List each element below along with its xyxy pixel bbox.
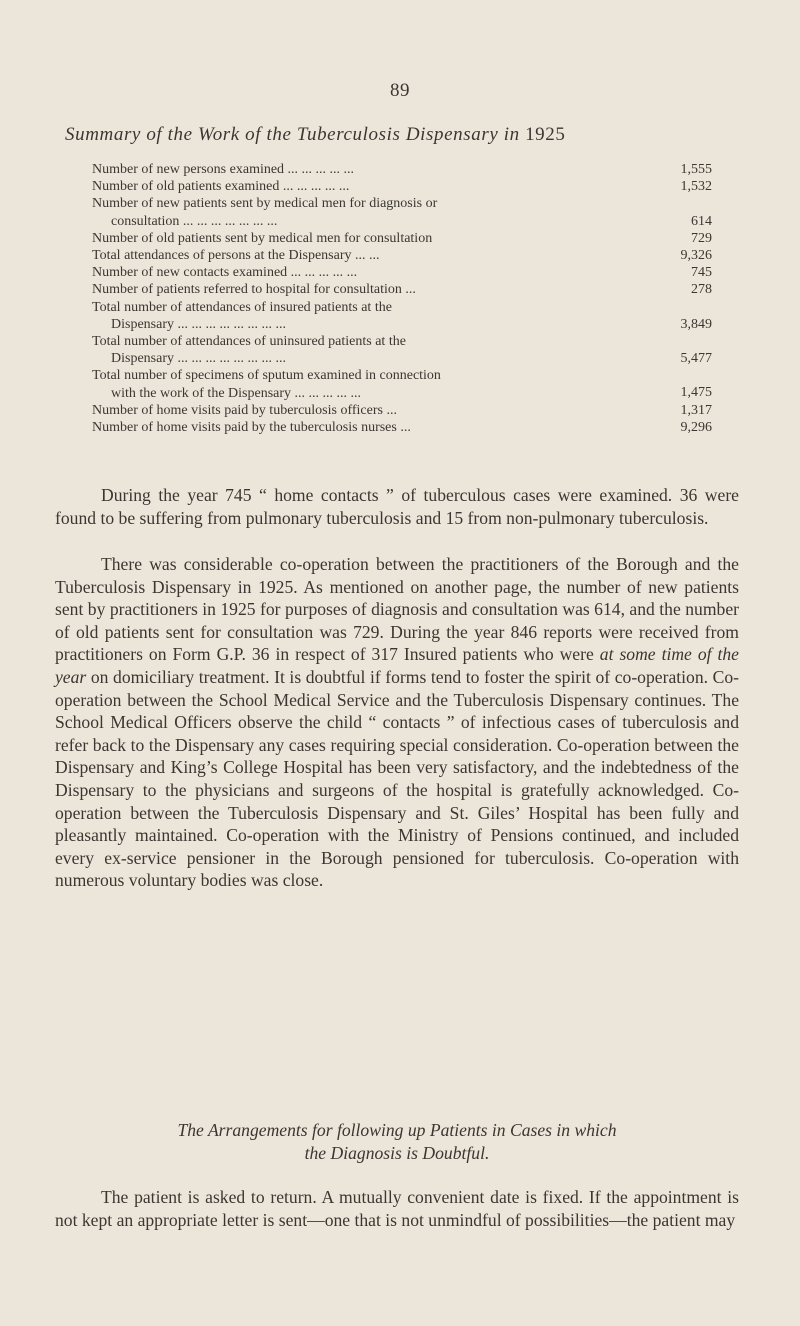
row-value: 5,477 [680,351,712,367]
table-row [92,367,712,401]
paragraph-text-part2: on domiciliary treatment. It is doubtful if forms tend to foster the spirit of co-operation. Co-operation between the School Medical Service and the Tuberculosis Dispensary continues. The School Medical Officers observe the child “ contacts ” of infectious cases of tuberculosis and refer back to the Dispensary any cases requiring special consideration. Co-operation between the Dispensary and King’s College Hospital has been very satisfactory, and the indebtedness of the Dispensary to the physicians and surgeons of the hospital is gratefully acknowledged. Co-operation between the Tuberculosis Dispensary and St. Giles’ Hospital has been fully and pleasantly maintained. Co-operation with the Ministry of Pensions continued, and included every ex-service pensioner in the Borough pensioned for tuberculosis. Co-operation with numerous voluntary bodies was close. [55,666,739,891]
paragraph-text: During the year 745 “ home contacts ” of tuberculous cases were examined. 36 were found to be suffering from pulmonary tuberculosis and 15 from non-pulmonary tuberculosis. [55,485,739,528]
row-label-line1: Total number of specimens of sputum examined in connection [92,368,441,384]
table-row [92,247,712,264]
summary-title [65,124,745,146]
row-value: 9,326 [680,247,712,263]
summary-title-year: 1925 [525,124,566,145]
section-heading-line2: the Diagnosis is Doubtful. [304,1142,490,1163]
paragraph-text: The patient is asked to return. A mutually convenient date is fixed. If the appointment is not kept an appropriate letter is sent—one that is not unmindful of possibilities—the patient may [55,1187,739,1230]
row-label: Number of new persons examined ... ... ... ... ... [92,162,355,177]
table-row [92,419,712,436]
row-value: 1,317 [680,402,712,418]
row-label: Number of home visits paid by the tuberculosis nurses ... [92,419,411,435]
row-value: 1,475 [680,385,712,401]
table-row [92,299,712,333]
row-value: 9,296 [680,419,712,435]
row-value: 614 [691,213,712,229]
row-label-line1: Number of new patients sent by medical men for diagnosis or [92,196,438,212]
row-label-line2: with the work of the Dispensary ... ... ... ... ... [111,385,362,401]
row-label-line1: Total number of attendances of uninsured patients at the [92,333,406,349]
table-row [92,333,712,367]
row-label: Number of old patients sent by medical men for consultation [92,230,433,246]
row-label-line2: Dispensary ... ... ... ... ... ... ... ... [111,316,286,332]
paragraph-text-part1: There was considerable co-operation between the practitioners of the Borough and the Tuberculosis Dispensary in 1925. As mentioned on another page, the number of new patients sent by practitioners in 1925 for purposes of diagnosis and consultation was 614, and the number of old patients sent for consultation was 729. During the year 846 reports were received from practitioners on Form G.P. 36 in respect of 317 Insured patients who were [55,554,739,665]
table-row [92,264,712,281]
row-label-line1: Total number of attendances of insured patients at the [92,299,392,315]
row-value: 1,532 [680,179,712,195]
table-row [92,402,712,419]
table-row [92,195,712,229]
row-label [92,195,622,229]
row-value: 745 [691,265,712,281]
row-value: 729 [691,230,712,246]
table-row [92,161,712,178]
section-heading-line1: The Arrangements for following up Patients in Cases in which [177,1120,617,1140]
row-value: 1,555 [680,161,712,177]
paragraph-home-contacts [55,484,739,529]
paragraph-emphasis: at some time of the year [55,644,739,687]
paragraph-follow-up [55,1186,739,1231]
row-label: Total attendances of persons at the Dispensary ... ... [92,247,380,263]
row-label [92,367,622,401]
row-value: 278 [691,282,712,298]
summary-title-text: Summary of the Work of the Tuberculosis Dispensary in [65,124,520,145]
table-row [92,281,712,298]
paragraph-text [55,553,739,892]
row-label [92,299,622,333]
row-label [92,333,622,367]
row-label: Number of patients referred to hospital for consultation ... [92,282,416,298]
summary-table [92,161,712,436]
row-label: Number of home visits paid by tuberculosis officers ... [92,402,397,418]
row-value: 3,849 [680,316,712,332]
row-label-line2: Dispensary ... ... ... ... ... ... ... ... [111,351,286,367]
page-number: 89 [390,80,410,101]
section-heading [55,1119,739,1164]
row-label: Number of new contacts examined ... ... ... ... ... [92,265,358,281]
paragraph-co-operation [55,553,739,892]
row-label-line2: consultation ... ... ... ... ... ... ... [111,213,278,229]
row-label: Number of old patients examined ... ... ... ... ... [92,179,350,195]
table-row [92,230,712,247]
table-row [92,178,712,195]
